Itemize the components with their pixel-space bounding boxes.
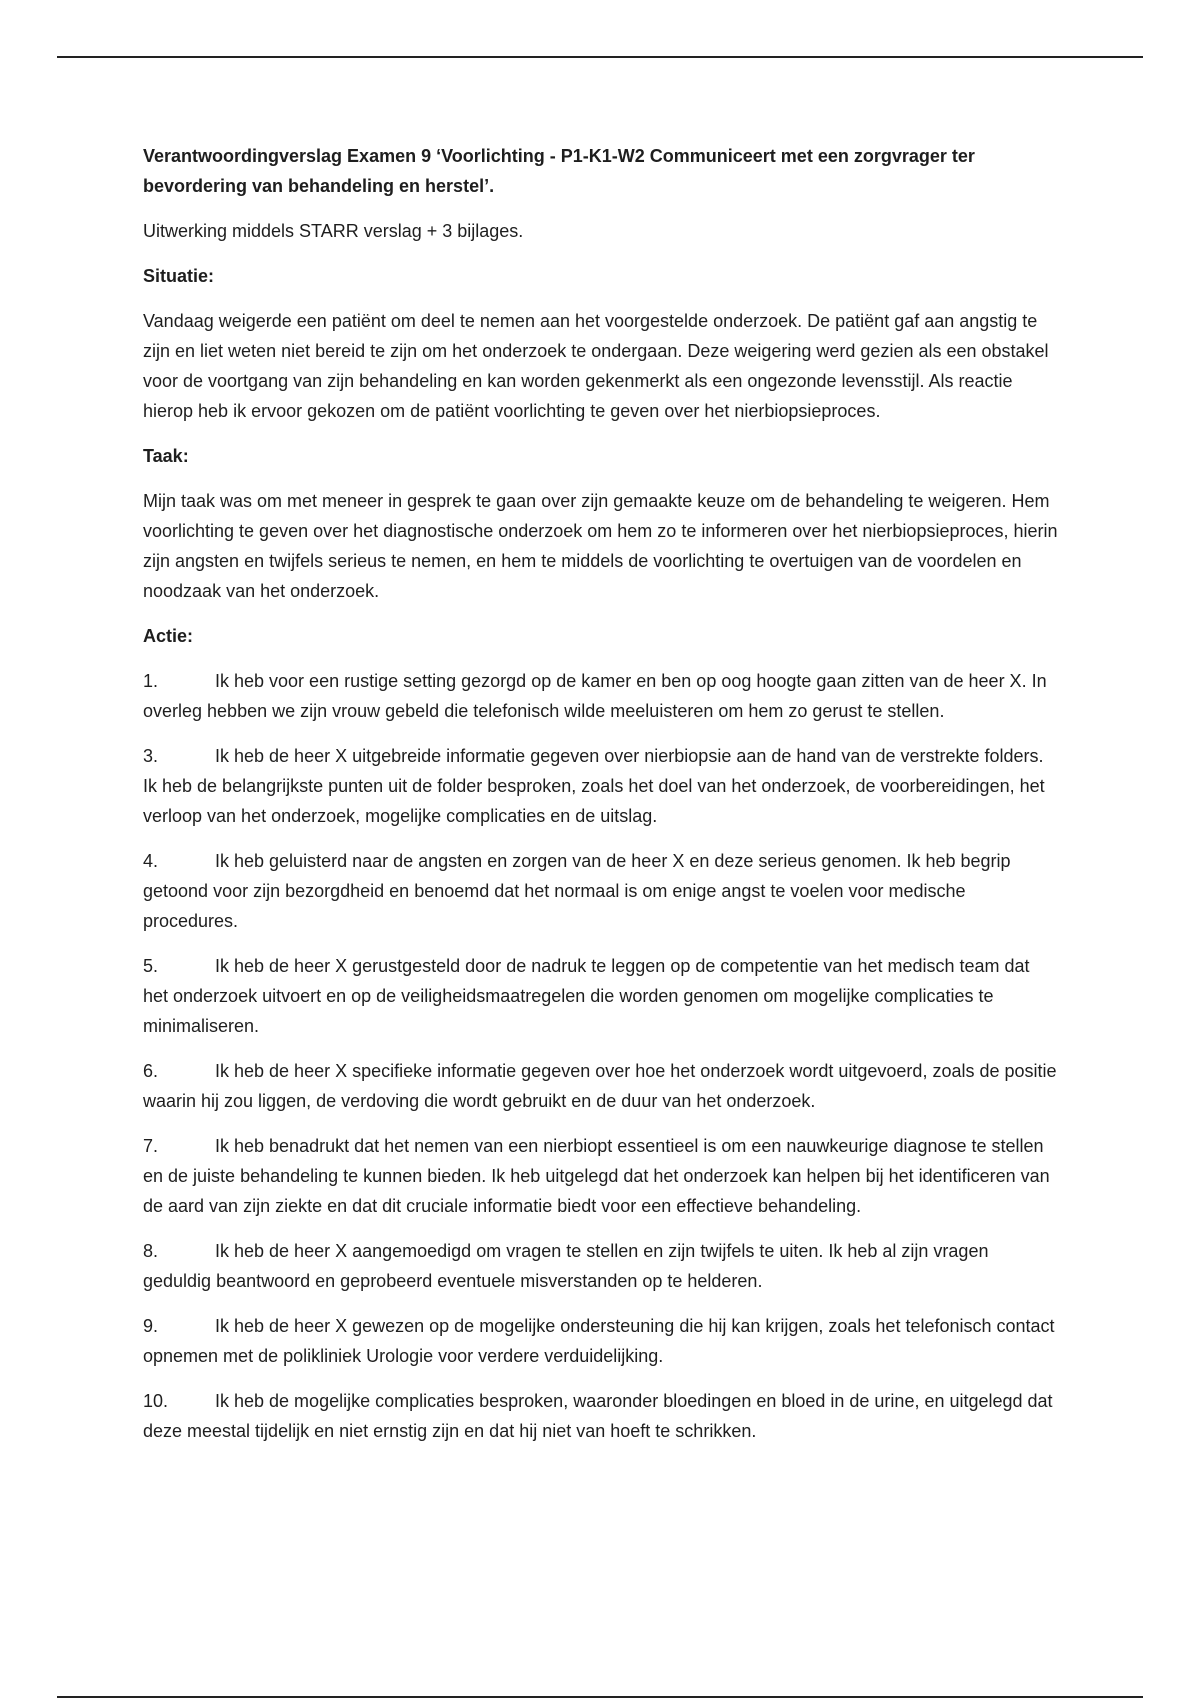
bottom-rule bbox=[57, 1696, 1143, 1698]
action-item-number: 1. bbox=[143, 671, 159, 691]
action-item bbox=[143, 951, 1058, 1041]
action-item bbox=[143, 1311, 1058, 1371]
action-item bbox=[143, 1131, 1058, 1221]
document-body bbox=[143, 141, 1058, 1461]
situatie-text: Vandaag weigerde een patiënt om deel te nemen aan het voorgestelde onderzoek. De patiënt gaf aan angstig te zijn en liet weten niet bereid te zijn om het onderzoek te ondergaan. Deze weigering werd gezien als een obstakel voor de voortgang van zijn behandeling en kan worden gekenmerkt als een ongezonde levensstijl. Als reactie hierop heb ik ervoor gekozen om de patiënt voorlichting te geven over het nierbiopsieproces. bbox=[143, 311, 1049, 421]
action-item-number: 7. bbox=[143, 1136, 159, 1156]
action-item-number: 10. bbox=[143, 1391, 169, 1411]
action-item bbox=[143, 846, 1058, 936]
action-item-text: Ik heb de mogelijke complicaties besproken, waaronder bloedingen en bloed in de urine, en uitgelegd dat deze meestal tijdelijk en niet ernstig zijn en dat hij niet van hoeft te schrikken. bbox=[143, 1391, 1053, 1441]
action-item-text: Ik heb benadrukt dat het nemen van een nierbiopt essentieel is om een nauwkeurige diagnose te stellen en de juiste behandeling te kunnen bieden. Ik heb uitgelegd dat het onderzoek kan helpen bij het identificeren van de aard van zijn ziekte en dat dit cruciale informatie biedt voor een effectieve behandeling. bbox=[143, 1136, 1050, 1216]
action-item-text: Ik heb de heer X aangemoedigd om vragen te stellen en zijn twijfels te uiten. Ik heb al zijn vragen geduldig beantwoord en geprobeerd eventuele misverstanden op te helderen. bbox=[143, 1241, 989, 1291]
action-item-number: 6. bbox=[143, 1061, 159, 1081]
situatie-heading: Situatie: bbox=[143, 266, 215, 286]
action-item bbox=[143, 1056, 1058, 1116]
top-rule bbox=[57, 56, 1143, 58]
action-item-text: Ik heb voor een rustige setting gezorgd op de kamer en ben op oog hoogte gaan zitten van de heer X. In overleg hebben we zijn vrouw gebeld die telefonisch wilde meeluisteren om hem zo gerust te stellen. bbox=[143, 671, 1047, 721]
action-item-text: Ik heb de heer X uitgebreide informatie gegeven over nierbiopsie aan de hand van de verstrekte folders. Ik heb de belangrijkste punten uit de folder besproken, zoals het doel van het onderzoek, de voorbereidingen, het verloop van het onderzoek, mogelijke complicaties en de uitslag. bbox=[143, 746, 1045, 826]
action-item-text: Ik heb de heer X specifieke informatie gegeven over hoe het onderzoek wordt uitgevoerd, zoals de positie waarin hij zou liggen, de verdoving die wordt gebruikt en de duur van het onderzoek. bbox=[143, 1061, 1057, 1111]
action-item bbox=[143, 1386, 1058, 1446]
taak-heading: Taak: bbox=[143, 446, 189, 466]
action-item-text: Ik heb geluisterd naar de angsten en zorgen van de heer X en deze serieus genomen. Ik heb begrip getoond voor zijn bezorgdheid en benoemd dat het normaal is om enige angst te voelen voor medische procedures. bbox=[143, 851, 1011, 931]
action-item bbox=[143, 741, 1058, 831]
action-item-number: 4. bbox=[143, 851, 159, 871]
taak-text: Mijn taak was om met meneer in gesprek te gaan over zijn gemaakte keuze om de behandeling te weigeren. Hem voorlichting te geven over het diagnostische onderzoek om hem zo te informeren over het nierbiopsieproces, hierin zijn angsten en twijfels serieus te nemen, en hem te middels de voorlichting te overtuigen van de voordelen en noodzaak van het onderzoek. bbox=[143, 491, 1058, 601]
document-subtitle: Uitwerking middels STARR verslag + 3 bijlages. bbox=[143, 221, 524, 241]
action-item-number: 8. bbox=[143, 1241, 159, 1261]
actie-heading: Actie: bbox=[143, 626, 194, 646]
action-item-text: Ik heb de heer X gerustgesteld door de nadruk te leggen op de competentie van het medisch team dat het onderzoek uitvoert en op de veiligheidsmaatregelen die worden genomen om mogelijke complicaties te minimaliseren. bbox=[143, 956, 1030, 1036]
document-title: Verantwoordingverslag Examen 9 ‘Voorlichting - P1-K1-W2 Communiceert met een zorgvrager ter bevordering van behandeling en herstel’. bbox=[143, 146, 975, 196]
action-item bbox=[143, 1236, 1058, 1296]
action-item-number: 5. bbox=[143, 956, 159, 976]
action-item-number: 9. bbox=[143, 1316, 159, 1336]
action-item bbox=[143, 666, 1058, 726]
action-item-number: 3. bbox=[143, 746, 159, 766]
action-item-text: Ik heb de heer X gewezen op de mogelijke ondersteuning die hij kan krijgen, zoals het telefonisch contact opnemen met de polikliniek Urologie voor verdere verduidelijking. bbox=[143, 1316, 1055, 1366]
